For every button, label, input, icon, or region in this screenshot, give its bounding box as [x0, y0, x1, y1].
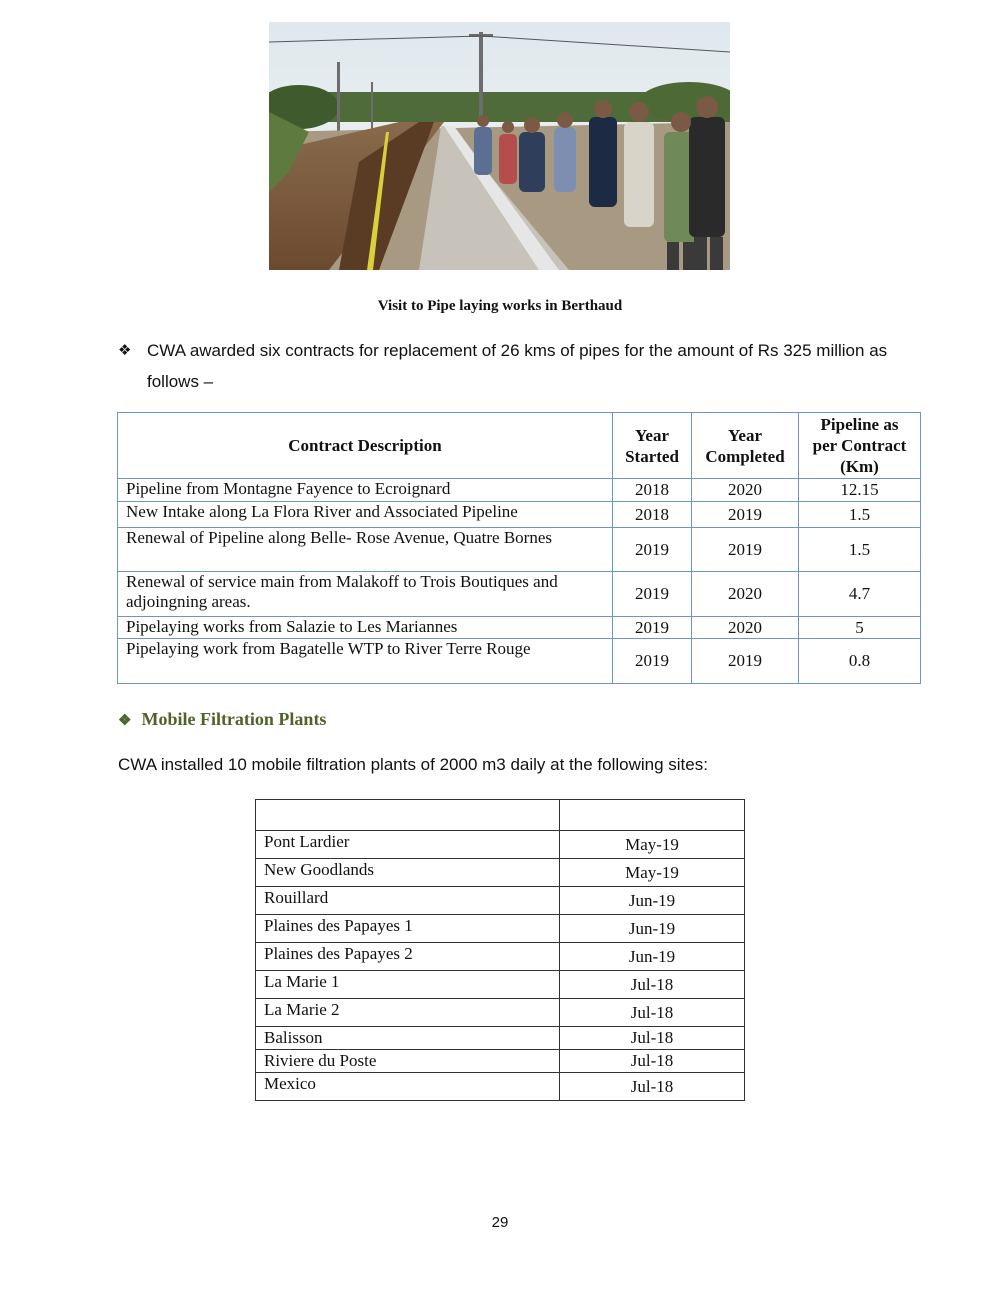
filtration-intro: CWA installed 10 mobile filtration plants of 2000 m3 daily at the following sites: — [118, 755, 708, 774]
install-date: Jun-19 — [560, 887, 745, 915]
year-started: 2019 — [613, 572, 692, 617]
year-started: 2019 — [613, 617, 692, 639]
section-heading — [118, 709, 326, 730]
table-row — [256, 1050, 745, 1073]
contract-description: Pipelaying works from Salazie to Les Mariannes — [118, 617, 613, 639]
table-row — [256, 1027, 745, 1050]
header-pipeline-km: Pipeline as per Contract (Km) — [799, 413, 921, 479]
sites-header-cell — [256, 800, 560, 831]
contract-description: Renewal of service main from Malakoff to Trois Boutiques and adjoingning areas. — [118, 572, 613, 617]
year-started: 2019 — [613, 528, 692, 572]
header-year-started: Year Started — [613, 413, 692, 479]
diamond-bullet-icon: ❖ — [118, 342, 132, 359]
year-started: 2019 — [613, 639, 692, 684]
year-started: 2018 — [613, 479, 692, 502]
table-row — [256, 1073, 745, 1101]
install-date: May-19 — [560, 859, 745, 887]
year-completed: 2019 — [692, 639, 799, 684]
site-name: Mexico — [256, 1073, 560, 1101]
install-date: Jun-19 — [560, 915, 745, 943]
pipeline-km: 5 — [799, 617, 921, 639]
pipe-laying-photo — [269, 22, 730, 270]
contract-description: Pipeline from Montagne Fayence to Ecroignard — [118, 479, 613, 502]
page-number: 29 — [491, 1214, 509, 1231]
sites-header-row — [256, 800, 745, 831]
site-name: Balisson — [256, 1027, 560, 1050]
pipeline-km: 12.15 — [799, 479, 921, 502]
site-name: New Goodlands — [256, 859, 560, 887]
install-date: Jun-19 — [560, 943, 745, 971]
site-name: La Marie 1 — [256, 971, 560, 999]
contract-description: New Intake along La Flora River and Associated Pipeline — [118, 502, 613, 528]
section-heading-text: Mobile Filtration Plants — [141, 709, 327, 729]
header-contract-description: Contract Description — [118, 413, 613, 479]
site-name: Plaines des Papayes 1 — [256, 915, 560, 943]
diamond-bullet-icon: ❖ — [118, 713, 132, 729]
sites-header-cell — [560, 800, 745, 831]
table-row — [118, 528, 921, 572]
contract-description: Pipelaying work from Bagatelle WTP to River Terre Rouge — [118, 639, 613, 684]
pipeline-km: 4.7 — [799, 572, 921, 617]
table-row — [118, 572, 921, 617]
contracts-intro-text: CWA awarded six contracts for replacement of 26 kms of pipes for the amount of Rs 325 million as follows – — [147, 341, 888, 391]
table-row — [118, 479, 921, 502]
site-name: Rouillard — [256, 887, 560, 915]
table-row — [118, 639, 921, 684]
site-name: Plaines des Papayes 2 — [256, 943, 560, 971]
filtration-sites-table — [255, 799, 745, 1101]
year-completed: 2020 — [692, 572, 799, 617]
site-name: Pont Lardier — [256, 831, 560, 859]
table-row — [256, 831, 745, 859]
pipeline-km: 0.8 — [799, 639, 921, 684]
install-date: Jul-18 — [560, 999, 745, 1027]
photo-illustration — [269, 22, 730, 270]
year-completed: 2020 — [692, 617, 799, 639]
install-date: Jul-18 — [560, 1027, 745, 1050]
site-name: Riviere du Poste — [256, 1050, 560, 1073]
pipeline-km: 1.5 — [799, 502, 921, 528]
contract-description: Renewal of Pipeline along Belle- Rose Avenue, Quatre Bornes — [118, 528, 613, 572]
table-row — [256, 971, 745, 999]
contracts-table — [117, 412, 921, 684]
year-completed: 2019 — [692, 502, 799, 528]
year-started: 2018 — [613, 502, 692, 528]
table-row — [256, 999, 745, 1027]
table-row — [118, 617, 921, 639]
table-row — [118, 502, 921, 528]
site-name: La Marie 2 — [256, 999, 560, 1027]
contracts-intro — [118, 335, 888, 397]
table-row — [256, 943, 745, 971]
pipeline-km: 1.5 — [799, 528, 921, 572]
header-year-completed: Year Completed — [692, 413, 799, 479]
year-completed: 2019 — [692, 528, 799, 572]
photo-caption: Visit to Pipe laying works in Berthaud — [377, 298, 623, 314]
contracts-header-row — [118, 413, 921, 479]
install-date: May-19 — [560, 831, 745, 859]
install-date: Jul-18 — [560, 1050, 745, 1073]
install-date: Jul-18 — [560, 1073, 745, 1101]
table-row — [256, 915, 745, 943]
table-row — [256, 887, 745, 915]
install-date: Jul-18 — [560, 971, 745, 999]
table-row — [256, 859, 745, 887]
year-completed: 2020 — [692, 479, 799, 502]
